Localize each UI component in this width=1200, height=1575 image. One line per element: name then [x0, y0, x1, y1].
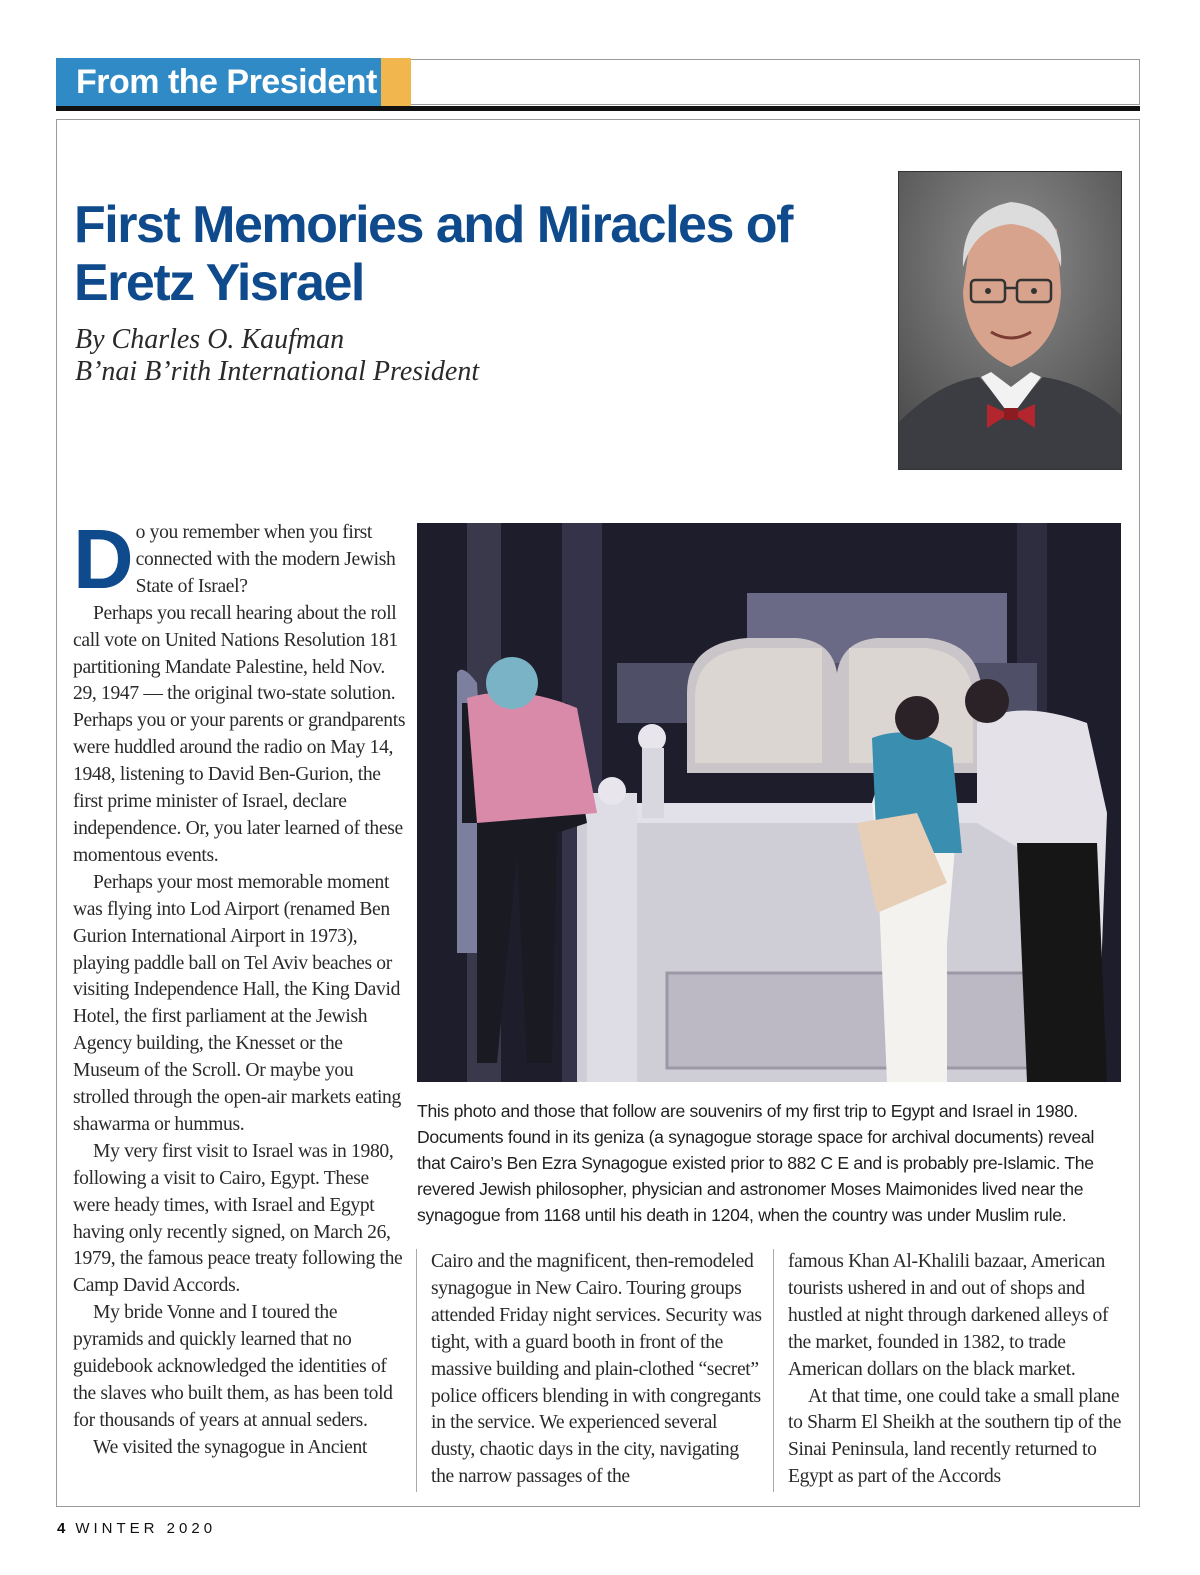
body-column-3: [788, 1249, 1122, 1491]
paragraph: Cairo and the magnificent, then-remodeled synagogue in New Cairo. Touring groups attended Friday night services. Security was tight, with a guard booth in front of the massive building and plain-clothed “secret” police officers blending in with congregants in the service. We experienced several dusty, chaotic days in the city, navigating the narrow passages of the: [431, 1251, 762, 1488]
body-column-1: [73, 512, 407, 1462]
paragraph: Perhaps you recall hearing about the roll call vote on United Nations Resolution 181 partitioning Mandate Palestine, held Nov. 29, 1947 — the original two-state solution. Perhaps you or your parents or grandparents were huddled around the radio on May 14, 1948, listening to David Ben-Gurion, the first prime minister of Israel, declare independence. Or, you later learned of these momentous events.: [73, 602, 406, 866]
paragraph: famous Khan Al-Khalili bazaar, American tourists ushered in and out of shops and hustled at night through darkened alleys of the market, founded in 1382, to trade American dollars on the black market.: [788, 1251, 1109, 1380]
synagogue-photo: [417, 523, 1121, 1082]
title-line-2: Eretz Yisrael: [74, 254, 364, 312]
paragraph: At that time, one could take a small plane to Sharm El Sheikh at the southern tip of the Sinai Peninsula, land recently returned to Egypt as part of the Accords: [788, 1385, 1122, 1488]
issue-label: WINTER 2020: [75, 1520, 217, 1537]
article-title: [74, 196, 854, 312]
body-column-2: [431, 1249, 763, 1491]
intro-text: o you remember when you first connected with the modern Jewish State of Israel?: [135, 522, 396, 597]
byline-role: B’nai B’rith International President: [75, 356, 480, 387]
author-portrait: [898, 171, 1122, 470]
column-divider: [416, 1249, 417, 1492]
byline-author: By Charles O. Kaufman: [75, 324, 345, 355]
paragraph-intro: [73, 512, 407, 606]
paragraph: My bride Vonne and I toured the pyramids and quickly learned that no guidebook acknowledged the identities of the slaves who built them, as has been told for thousands of years at annual seders.: [73, 1302, 393, 1431]
title-line-1: First Memories and Miracles of: [74, 196, 792, 254]
section-header: [56, 58, 1140, 110]
byline: [75, 324, 479, 388]
paragraph: My very first visit to Israel was in 1980, following a visit to Cairo, Egypt. These were heady times, with Israel and Egypt having only recently signed, on March 26, 1979, the famous peace treaty following the Camp David Accords.: [73, 1140, 403, 1297]
section-label: From the President: [56, 58, 381, 106]
paragraph: Perhaps your most memorable moment was flying into Lod Airport (renamed Ben Gurion International Airport in 1973), playing paddle ball on Tel Aviv beaches or visiting Independence Hall, the King David Hotel, the first parliament at the Jewish Agency building, the Knesset or the Museum of the Scroll. Or maybe you strolled through the open-air markets eating shawarma or hummus.: [73, 871, 401, 1135]
synagogue-photo-illustration: [417, 523, 1121, 1082]
page-footer: [57, 1520, 216, 1537]
section-accent-bar: [381, 58, 411, 106]
drop-cap: D: [73, 512, 132, 606]
page-number: 4: [57, 1520, 70, 1537]
column-divider: [773, 1249, 774, 1492]
photo-caption: This photo and those that follow are souvenirs of my first trip to Egypt and Israel in 1980. Documents found in its geniza (a synagogue storage space for archival documents) reveal that Cairo’s Ben Ezra Synagogue existed prior to 882 C E and is probably pre-Islamic. The revered Jewish philosopher, physician and astronomer Moses Maimonides lived near the synagogue from 1168 until his death in 1204, when the country was under Muslim rule.: [417, 1101, 1095, 1225]
section-header-box: [411, 59, 1140, 105]
section-rule: [56, 106, 1140, 111]
paragraph: We visited the synagogue in Ancient: [93, 1436, 368, 1458]
portrait-illustration: [899, 172, 1122, 470]
